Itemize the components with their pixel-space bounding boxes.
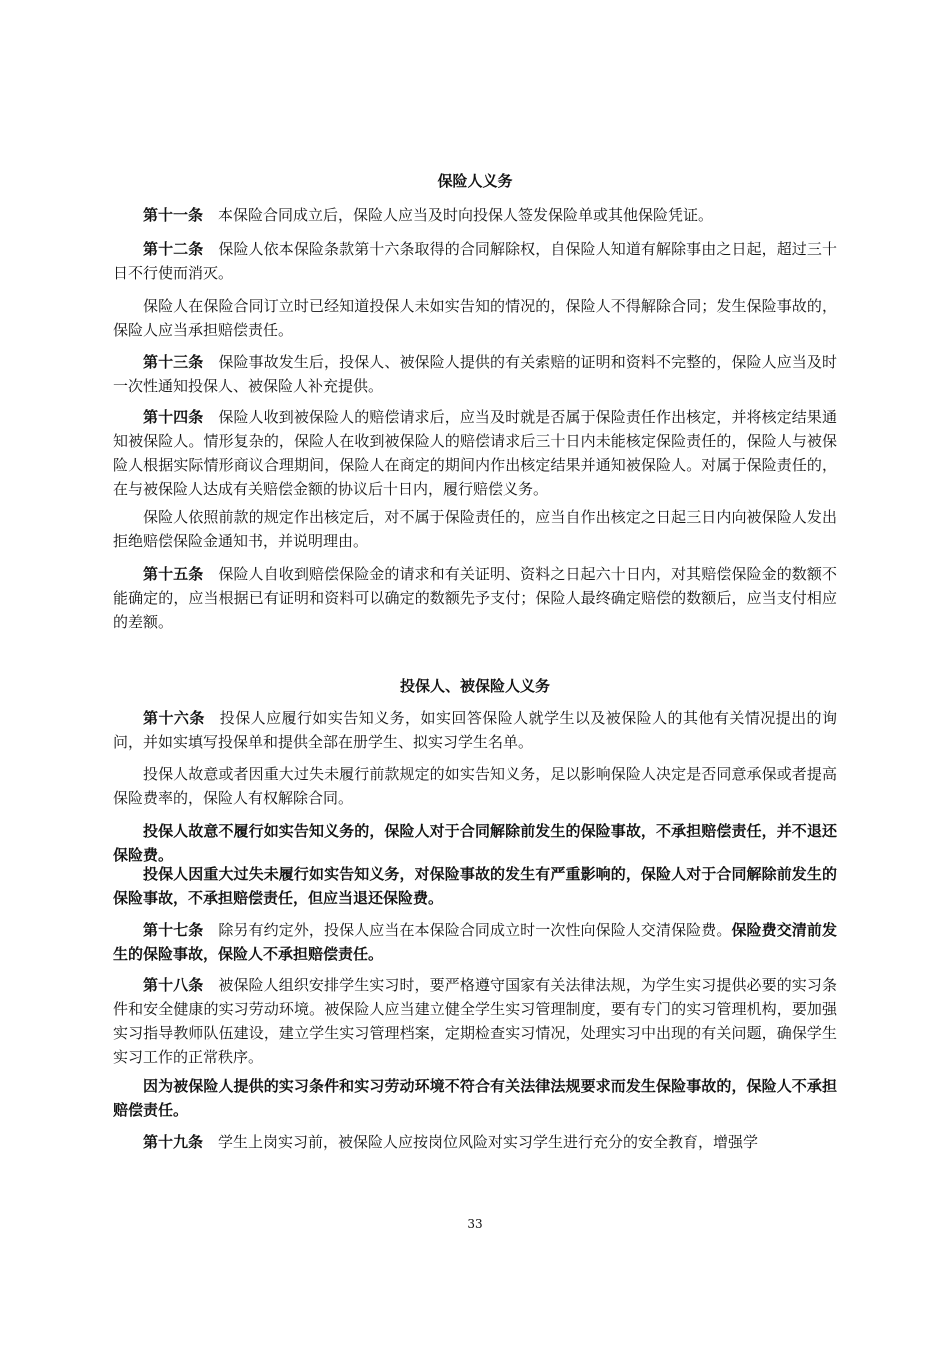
article-12 (113, 237, 837, 285)
article-text: 学生上岗实习前，被保险人应按岗位风险对实习学生进行充分的安全教育，增强学 (218, 1133, 759, 1151)
article-number: 第十九条 (143, 1133, 204, 1151)
article-text: 投保人应履行如实告知义务，如实回答保险人就学生以及被保险人的其他有关情况提出的询问，并如实填写投保单和提供全部在册学生、拟实习学生名单。 (113, 709, 837, 751)
article-number: 第十七条 (143, 921, 204, 939)
article-number: 第十二条 (143, 240, 204, 258)
article-number: 第十五条 (143, 565, 204, 583)
article-14-paragraph-2: 保险人依照前款的规定作出核定后，对不属于保险责任的，应当自作出核定之日起三日内向被保险人发出拒绝赔偿保险金通知书，并说明理由。 (113, 508, 837, 550)
article-17 (113, 918, 837, 966)
article-16 (113, 706, 837, 754)
article-number: 第十八条 (143, 976, 204, 994)
page-number: 33 (467, 1217, 483, 1231)
section-heading-policyholder-obligations: 投保人、被保险人义务 (399, 677, 550, 695)
article-15 (113, 562, 837, 634)
article-13 (113, 350, 837, 398)
article-text: 保险事故发生后，投保人、被保险人提供的有关索赔的证明和资料不完整的，保险人应当及时一次性通知投保人、被保险人补充提供。 (113, 353, 837, 395)
article-18 (113, 973, 837, 1069)
article-19 (113, 1130, 837, 1154)
article-18-bold-clause: 因为被保险人提供的实习条件和实习劳动环境不符合有关法律法规要求而发生保险事故的，保险人不承担赔偿责任。 (113, 1077, 837, 1119)
article-16-bold-clause-2: 投保人因重大过失未履行如实告知义务，对保险事故的发生有严重影响的，保险人对于合同解除前发生的保险事故，不承担赔偿责任，但应当退还保险费。 (113, 865, 837, 907)
article-16-paragraph-2: 投保人故意或者因重大过失未履行前款规定的如实告知义务，足以影响保险人决定是否同意承保或者提高保险费率的，保险人有权解除合同。 (113, 765, 837, 807)
article-text: 除另有约定外，投保人应当在本保险合同成立时一次性向保险人交清保险费。 (218, 921, 732, 939)
article-11 (113, 203, 837, 227)
article-number: 第十一条 (143, 206, 204, 224)
article-16-bold-clause-1: 投保人故意不履行如实告知义务的，保险人对于合同解除前发生的保险事故，不承担赔偿责任，并不退还保险费。 (113, 822, 837, 864)
article-text: 保险人依本保险条款第十六条取得的合同解除权，自保险人知道有解除事由之日起，超过三十日不行使而消灭。 (113, 240, 837, 282)
article-text: 保险人收到被保险人的赔偿请求后，应当及时就是否属于保险责任作出核定，并将核定结果通知被保险人。情形复杂的，保险人在收到被保险人的赔偿请求后三十日内未能核定保险责任的，保险人与被保险人根据实际情形商议合理期间，保险人在商定的期间内作出核定结果并通知被保险人。对属于保险责任的，在与被保险人达成有关赔偿金额的协议后十日内，履行赔偿义务。 (113, 408, 837, 498)
article-14 (113, 405, 837, 501)
article-text: 本保险合同成立后，保险人应当及时向投保人签发保险单或其他保险凭证。 (218, 206, 714, 224)
article-number: 第十六条 (143, 709, 205, 727)
article-bold-clause: 保险费交清前发生的保险事故，保险人不承担赔偿责任。 (113, 921, 837, 963)
article-text: 保险人自收到赔偿保险金的请求和有关证明、资料之日起六十日内，对其赔偿保险金的数额不能确定的，应当根据已有证明和资料可以确定的数额先予支付；保险人最终确定赔偿的数额后，应当支付相应的差额。 (113, 565, 837, 631)
article-12-paragraph-2: 保险人在保险合同订立时已经知道投保人未如实告知的情况的，保险人不得解除合同；发生保险事故的，保险人应当承担赔偿责任。 (113, 297, 837, 339)
article-number: 第十三条 (143, 353, 204, 371)
article-number: 第十四条 (143, 408, 204, 426)
article-text: 被保险人组织安排学生实习时，要严格遵守国家有关法律法规，为学生实习提供必要的实习条件和安全健康的实习劳动环境。被保险人应当建立健全学生实习管理制度，要有专门的实习管理机构，要加强实习指导教师队伍建设，建立学生实习管理档案，定期检查实习情况，处理实习中出现的有关问题，确保学生实习工作的正常秩序。 (113, 976, 837, 1066)
section-heading-insurer-obligations: 保险人义务 (437, 172, 513, 190)
